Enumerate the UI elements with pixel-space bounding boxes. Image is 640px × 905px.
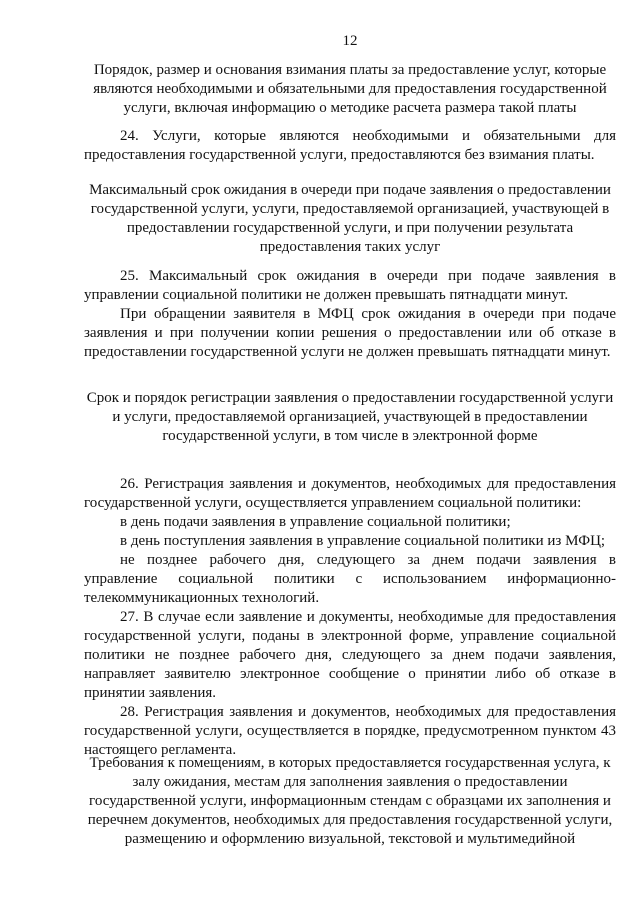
paragraph-26-item-2: в день поступления заявления в управление социальной политики из МФЦ; (120, 533, 606, 549)
paragraph-26: 26. Регистрация заявления и документов, необходимых для предоставления государственной услуги, осуществляется управлением социальной политики: (84, 476, 616, 511)
paragraph-25-block (84, 267, 616, 362)
section-heading-fees: Порядок, размер и основания взимания платы за предоставление услуг, которые являются необходимыми и обязательными для предоставления государственной услуги, включая информацию о методике расчета размера такой платы (93, 62, 607, 116)
paragraph-25: 25. Максимальный срок ожидания в очереди при подаче заявления в управлении социальной политики не должен превышать пятнадцати минут. (84, 268, 616, 303)
page-number: 12 (342, 33, 358, 49)
section-heading-registration: Срок и порядок регистрации заявления о предоставлении государственной услуги и услуги, предоставляемой организацией, участвующей в предоставлении государственной услуги, в том числе в электронной форме (86, 390, 614, 444)
section-heading-premises: Требования к помещениям, в которых предоставляется государственная услуга, к залу ожидания, местам для заполнения заявления о предоставлении государственной услуги, информационным стендам с образцами их заполнения и перечнем документов, необходимых для предоставления государственной услуги, размещению и оформлению визуальной, текстовой и мультимедийной (87, 755, 613, 847)
paragraph-26-item-3: не позднее рабочего дня, следующего за днем подачи заявления в управление социальной политики с использованием информационно-телекоммуникационных технологий. (84, 552, 616, 606)
section-heading-queue-time: Максимальный срок ожидания в очереди при подаче заявления о предоставлении государственной услуги, услуги, предоставляемой организацией, участвующей в предоставлении государственной услуги, и при получении результата предоставления таких услуг (89, 182, 611, 255)
paragraph-26-28-block (84, 475, 616, 760)
paragraph-27: 27. В случае если заявление и документы, необходимые для предоставления государственной услуги, поданы в электронной форме, управление социальной политики не позднее рабочего дня, следующего за днем подачи заявления, направляет заявителю электронное сообщение о принятии либо об отказе в принятии заявления. (84, 609, 616, 701)
paragraph-28: 28. Регистрация заявления и документов, необходимых для предоставления государственной услуги, осуществляется в порядке, предусмотренном пунктом 43 настоящего регламента. (84, 704, 616, 758)
paragraph-26-item-1: в день подачи заявления в управление социальной политики; (120, 514, 511, 530)
paragraph-24: 24. Услуги, которые являются необходимыми и обязательными для предоставления государственной услуги, предоставляются без взимания платы. (84, 128, 616, 163)
paragraph-25-mfc: При обращении заявителя в МФЦ срок ожидания в очереди при подаче заявления и при получении копии решения о предоставлении или об отказе в предоставлении государственной услуги не должен превышать пятнадцати минут. (84, 306, 616, 360)
